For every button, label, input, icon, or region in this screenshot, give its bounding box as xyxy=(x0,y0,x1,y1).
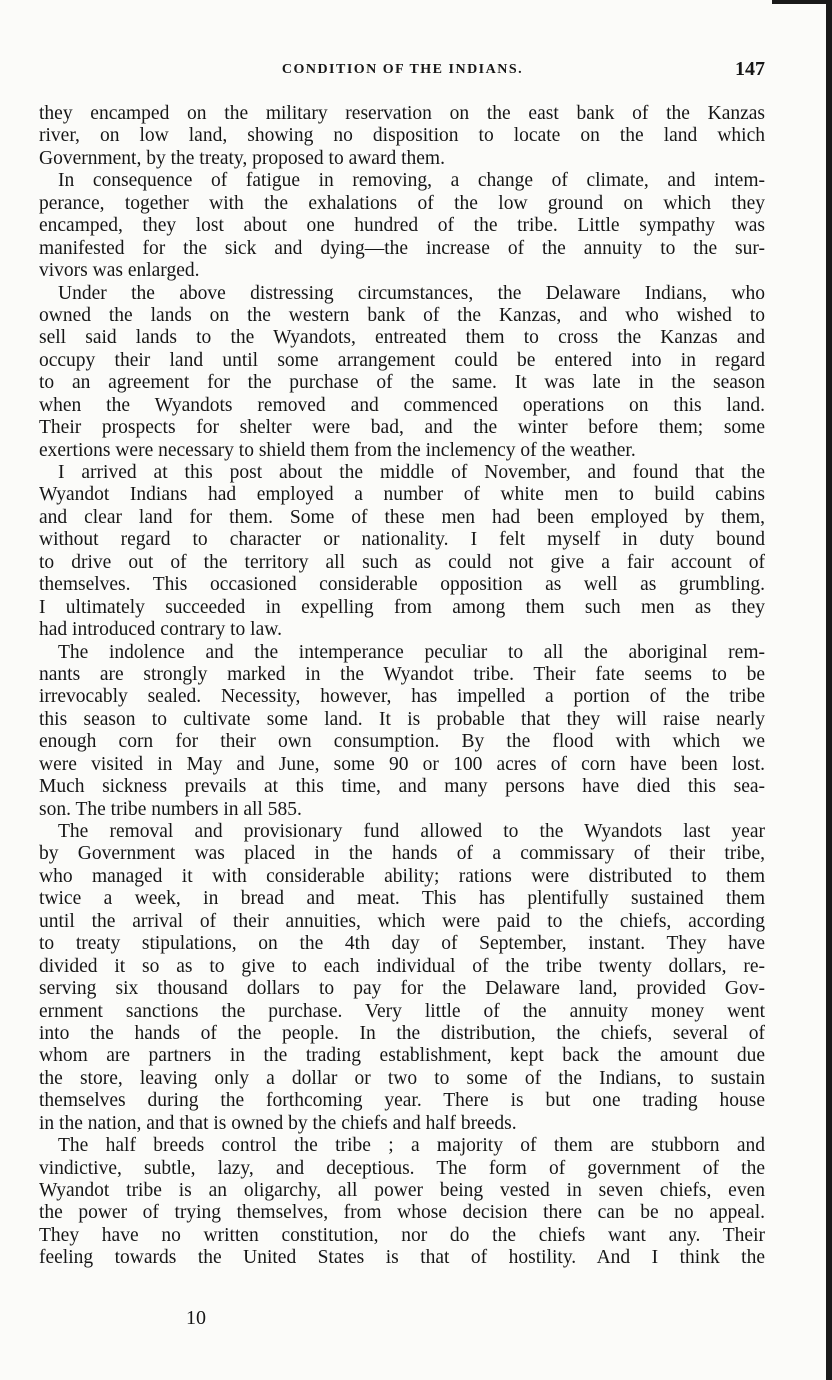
text-line: son. The tribe numbers in all 585. xyxy=(39,798,302,820)
text-line: Wyandot Indians had employed a number of white men to build cabins xyxy=(39,484,765,506)
text-line: In consequence of fatigue in removing, a change of climate, and intem- xyxy=(58,170,765,192)
text-line: I arrived at this post about the middle of November, and found that the xyxy=(58,462,765,483)
text-line: occupy their land until some arrangement could be entered into in regard xyxy=(39,349,765,371)
text-line: they encamped on the military reservation on the east bank of the Kanzas xyxy=(39,103,765,124)
text-line: vindictive, subtle, lazy, and deceptious. The form of government of the xyxy=(39,1157,765,1179)
text-line: to treaty stipulations, on the 4th day of September, instant. They have xyxy=(39,933,765,955)
text-line: perance, together with the exhalations of the low ground on which they xyxy=(39,192,765,214)
text-line: The half breeds control the tribe ; a majority of them are stubborn and xyxy=(58,1135,765,1157)
text-line: twice a week, in bread and meat. This has plentifully sustained them xyxy=(39,888,765,910)
text-line: themselves. This occasioned considerable opposition as well as grumbling. xyxy=(39,574,765,596)
signature-mark: 10 xyxy=(186,1307,206,1329)
text-line: to drive out of the territory all such as could not give a fair account of xyxy=(39,551,765,573)
text-line: encamped, they lost about one hundred of the tribe. Little sympathy was xyxy=(39,215,765,237)
text-line: Under the above distressing circumstances, the Delaware Indians, who xyxy=(58,282,765,304)
text-line: whom are partners in the trading establishment, kept back the amount due xyxy=(39,1045,765,1067)
text-line: the store, leaving only a dollar or two to some of the Indians, to sustain xyxy=(39,1067,765,1089)
text-line: feeling towards the United States is that of hostility. And I think the xyxy=(39,1247,765,1269)
text-line: into the hands of the people. In the distribution, the chiefs, several of xyxy=(39,1022,765,1044)
text-line: serving six thousand dollars to pay for the Delaware land, provided Gov- xyxy=(39,978,765,1000)
page-header xyxy=(40,60,765,86)
text-line: The indolence and the intemperance peculiar to all the aboriginal rem- xyxy=(58,641,765,663)
page-corner-edge xyxy=(772,0,832,4)
text-line: who managed it with considerable ability; rations were distributed to them xyxy=(39,865,765,887)
text-line: The removal and provisionary fund allowed to the Wyandots last year xyxy=(58,821,765,842)
text-line: exertions were necessary to shield them from the inclemency of the weather. xyxy=(39,439,636,461)
text-line: nants are strongly marked in the Wyandot tribe. Their fate seems to be xyxy=(39,663,765,685)
text-line: Wyandot tribe is an oligarchy, all power being vested in seven chiefs, even xyxy=(39,1180,765,1201)
text-line: divided it so as to give to each individual of the tribe twenty dollars, re- xyxy=(39,955,765,977)
text-line: in the nation, and that is owned by the chiefs and half breeds. xyxy=(39,1112,517,1134)
body-text xyxy=(39,103,765,1270)
text-line: when the Wyandots removed and commenced operations on this land. xyxy=(39,394,765,416)
text-line: sell said lands to the Wyandots, entreated them to cross the Kanzas and xyxy=(39,327,765,349)
text-line: vivors was enlarged. xyxy=(39,260,200,282)
text-line: this season to cultivate some land. It is probable that they will raise nearly xyxy=(39,708,765,730)
text-line: manifested for the sick and dying—the increase of the annuity to the sur- xyxy=(39,237,765,259)
text-line: I ultimately succeeded in expelling from among them such men as they xyxy=(39,596,765,618)
page-number: 147 xyxy=(735,58,765,80)
text-line: Their prospects for shelter were bad, and the winter before them; some xyxy=(39,417,765,439)
text-line: had introduced contrary to law. xyxy=(39,619,282,641)
text-line: They have no written constitution, nor do the chiefs want any. Their xyxy=(39,1224,765,1246)
running-title: CONDITION OF THE INDIANS. xyxy=(281,62,524,77)
text-line: Government, by the treaty, proposed to award them. xyxy=(39,147,445,169)
text-line: by Government was placed in the hands of a commissary of their tribe, xyxy=(39,843,765,865)
text-line: until the arrival of their annuities, which were paid to the chiefs, according xyxy=(39,910,765,932)
text-line: enough corn for their own consumption. By the flood with which we xyxy=(39,731,765,753)
text-line: and clear land for them. Some of these men had been employed by them, xyxy=(39,506,765,528)
page-edge xyxy=(826,0,832,1380)
text-line: Much sickness prevails at this time, and many persons have died this sea- xyxy=(39,776,765,798)
text-line: without regard to character or nationality. I felt myself in duty bound xyxy=(39,529,765,551)
text-line: owned the lands on the western bank of the Kanzas, and who wished to xyxy=(39,304,765,326)
text-line: ernment sanctions the purchase. Very little of the annuity money went xyxy=(39,1000,765,1022)
text-line: were visited in May and June, some 90 or 100 acres of corn have been lost. xyxy=(39,753,765,775)
text-line: irrevocably sealed. Necessity, however, has impelled a portion of the tribe xyxy=(39,686,765,708)
text-line: river, on low land, showing no disposition to locate on the land which xyxy=(39,125,765,147)
text-line: to an agreement for the purchase of the same. It was late in the season xyxy=(39,372,765,394)
text-line: themselves during the forthcoming year. There is but one trading house xyxy=(39,1090,765,1112)
text-line: the power of trying themselves, from whose decision there can be no appeal. xyxy=(39,1202,765,1224)
